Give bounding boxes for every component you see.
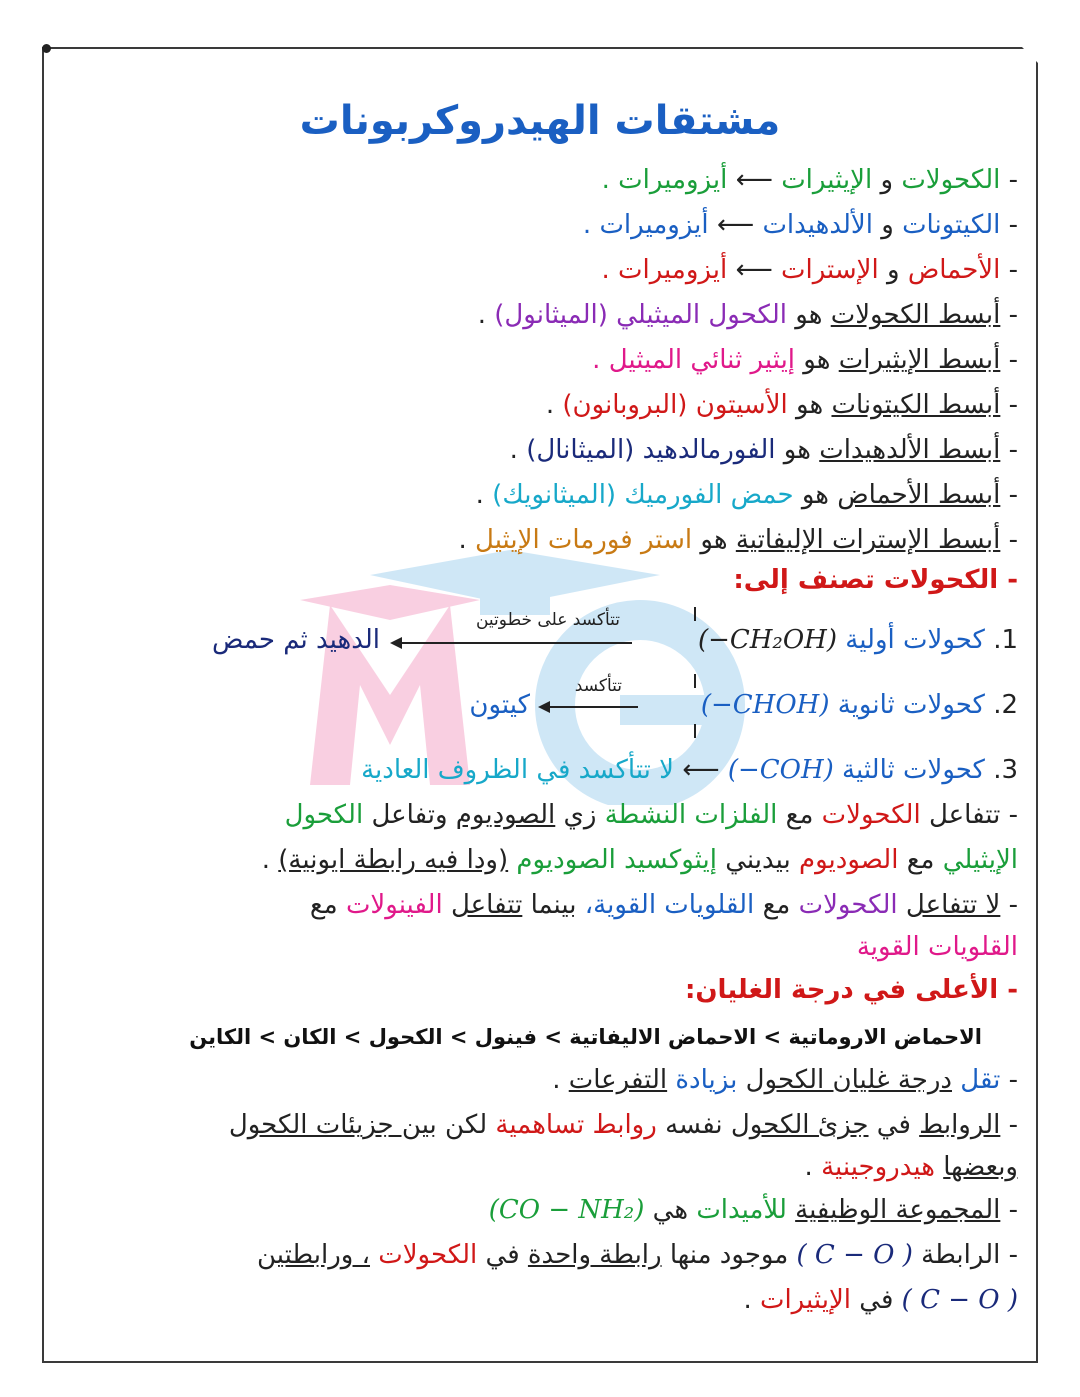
simplest-line-5: - أبسط الأحماض هو حمض الفورميك (الميثانويك) . — [475, 480, 1018, 510]
simplest-line-3: - أبسط الكيتونات هو الأسيتون (البروبانون) . — [545, 390, 1018, 420]
simplest-line-4: - أبسط الألدهيدات هو الفورمالدهيد (الميثانال) . — [509, 435, 1018, 465]
class-line-3: 3. كحولات ثالثية (−COH) ⟵ لا تتأكسد في الظروف العادية — [361, 755, 1018, 785]
isomer-line-3: - الأحماض و الإسترات ⟵ أيزوميرات . — [601, 255, 1018, 285]
arrow-icon — [392, 642, 632, 644]
bond-tick — [694, 724, 696, 738]
isomer-line-1: - الكحولات و الإيثيرات ⟵ أيزوميرات . — [601, 165, 1018, 195]
page-title: مشتقات الهيدروكربونات — [299, 98, 781, 144]
pin-icon — [42, 44, 51, 53]
co-bond-line-2: ( C − O ) في الإيثيرات . — [743, 1285, 1018, 1315]
oxidation-label-1: تتأكسد على خطوتين — [475, 610, 620, 630]
term: الكحولات — [901, 165, 1001, 195]
class-line-1: 1. كحولات أولية (−CH₂OH) — [697, 625, 1018, 655]
class-result-2: كيتون — [469, 690, 530, 720]
classify-heading: - الكحولات تصنف إلى: — [733, 565, 1018, 595]
alkali-line-2: القلويات القوية — [856, 932, 1018, 962]
bonds-line-1: - الروابط في جزئ الكحول نفسه روابط تساهمية لكن بين جزيئات الكحول — [228, 1110, 1018, 1140]
bonds-line-2: وبعضها هيدروجينية . — [804, 1152, 1018, 1182]
folded-corner — [1022, 47, 1038, 63]
alkali-line-1: - لا تتفاعل الكحولات مع القلويات القوية، بينما تتفاعل الفينولات مع — [309, 890, 1018, 920]
simplest-line-1: - أبسط الكحولات هو الكحول الميثيلي (الميثانول) . — [477, 300, 1018, 330]
co-bond-line-1: - الرابطة ( C − O ) موجود منها رابطة واحدة في الكحولات ، ورابطتين — [256, 1240, 1018, 1270]
oxidation-label-2: تتأكسد — [574, 676, 622, 696]
bond-tick — [694, 674, 696, 688]
class-result-1: الدهيد ثم حمض — [211, 625, 380, 655]
bond-tick — [694, 607, 696, 621]
arrow-icon — [540, 706, 638, 708]
simplest-line-2: - أبسط الإيثيرات هو إيثير ثنائي الميثيل . — [592, 345, 1018, 375]
amide-line: - المجموعة الوظيفية للأميدات هي (CO − NH₂) — [488, 1195, 1018, 1225]
boiling-heading: - الأعلى في درجة الغليان: — [684, 975, 1018, 1005]
class-line-2: 2. كحولات ثانوية (−CHOH) — [700, 690, 1018, 720]
isomer-line-2: - الكيتونات و الألدهيدات ⟵ أيزوميرات . — [582, 210, 1018, 240]
simplest-line-6: - أبسط الإسترات الإليفاتية هو استر فورمات الإيثيل . — [458, 525, 1018, 555]
reaction-line-1: - تتفاعل الكحولات مع الفلزات النشطة زي الصوديوم وتفاعل الكحول — [284, 800, 1018, 830]
boiling-order: الاحماض الاروماتية > الاحماض الاليفاتية > فينول > الكحول > الكان > الكاين — [189, 1025, 982, 1049]
reaction-line-2: الإيثيلي مع الصوديوم بيديني إيثوكسيد الصوديوم (ودا فيه رابطة ايونية) . — [261, 845, 1018, 875]
branches-line: - تقل درجة غليان الكحول بزيادة التفرعات . — [552, 1065, 1018, 1095]
